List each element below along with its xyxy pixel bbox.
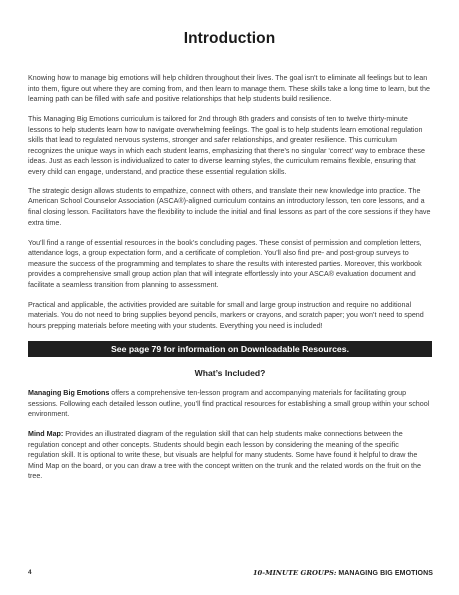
page-number: 4 xyxy=(28,569,32,576)
included-item-text: offers a comprehensive ten-lesson program and accompanying materials for facilitating group sessions. Following each detailed lesson outline, you’ll find practical resources for establishing a small group within your school environment. xyxy=(28,388,430,419)
page-title: Introduction xyxy=(183,30,276,47)
running-footer xyxy=(253,569,433,577)
intro-paragraph-3: The strategic design allows students to empathize, connect with others, and translate their new knowledge into practice. The American School Counselor Association (ASCA®)-aligned curriculum contains an introductory lesson, ten core lessons, and a final closing lesson. Facilitators have the flexibility to include the initial and final lessons as part of the core sessions if they have extra time. xyxy=(28,186,431,227)
intro-paragraph-5: Practical and applicable, the activities provided are suitable for small and large group instruction and require no additional materials. You do not need to bring supplies beyond pencils, markers or crayons, and scratch paper; you won’t need to spend hours prepping materials before meeting with your students. Everything you need is included! xyxy=(28,300,424,330)
book-title: MANAGING BIG EMOTIONS xyxy=(338,570,433,577)
series-name: 10-MINUTE GROUPS: xyxy=(252,569,337,577)
page-footer xyxy=(28,569,433,579)
downloadable-resources-banner: See page 79 for information on Downloadable Resources. xyxy=(28,341,432,357)
page-content xyxy=(28,73,432,491)
whats-included-heading: What’s Included? xyxy=(194,367,266,378)
included-item-lead: Mind Map: xyxy=(28,430,64,439)
included-item-mind-map xyxy=(28,429,432,482)
included-item-managing-big-emotions xyxy=(28,388,432,420)
included-item-text: Provides an illustrated diagram of the regulation skill that can help students make connections between the regulation concept and other concepts. Students should begin each lesson by considering the meaning of the specific regulation skill. It is optional to write these, but visuals are helpful for many students. Some have found it helpful to draw the Mind Map on the board, or you can draw a tree with the concept written on the trunk and the related words on the fruit on the tree. xyxy=(28,430,421,481)
intro-paragraph-4: You’ll find a range of essential resources in the book’s concluding pages. These consist of permission and completion letters, attendance logs, a group expectation form, and a certificate of completion. You’ll also find pre- and post-group surveys to measure the success of the programming and templates to share the results with interested parties. Moreover, this workbook provides a comprehensive small group action plan that will integrate effortlessly into your ASCA® evaluation document and facilitate a seamless transition from planning to assessment. xyxy=(28,238,422,289)
included-item-lead: Managing Big Emotions xyxy=(28,388,110,397)
intro-paragraph-2: This Managing Big Emotions curriculum is tailored for 2nd through 8th graders and consists of ten to twelve thirty-minute lessons to help students learn how to navigate overwhelming feelings. The goal is to help students learn emotional regulation skills that lead to regulated nervous systems, stronger and safer relationships, and greater resilience. This curriculum recognizes the unique ways in which each student learns, emphasizing that there’s no singular ‘correct’ way to embrace these ideas. Just as each lesson is individualized to cater to diverse learning styles, the curriculum remains flexible, ensuring that every child can engage, understand, and practice these essential regulation skills. xyxy=(28,115,425,176)
intro-paragraph-1: Knowing how to manage big emotions will help children throughout their lives. The goal isn’t to eliminate all feelings but to lean into them, figure out where they are coming from, and then learn to manage them. These skills take a long time to learn, but the learning path can be filled with safe and positive relationships that help students build resilience. xyxy=(28,74,430,104)
